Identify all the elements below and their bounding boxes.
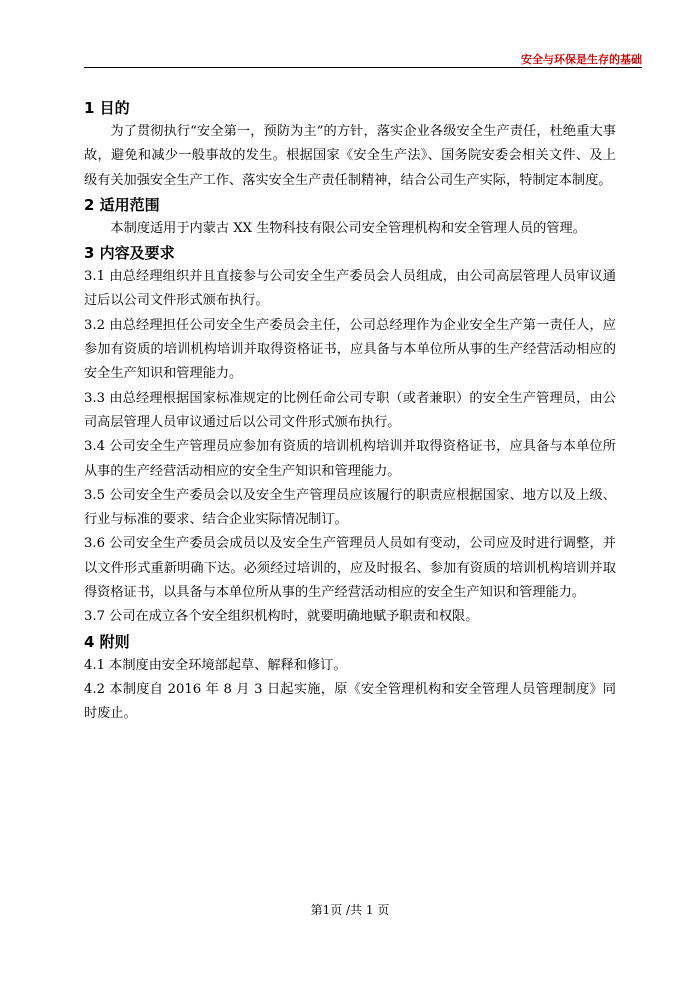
section-scope-title: 2 适用范围 bbox=[84, 195, 160, 214]
header-motto: 安全与环保是生存的基础 bbox=[521, 53, 642, 66]
section-appendix-title: 4 附则 bbox=[84, 632, 130, 651]
content-item-3-5: 3.5 公司安全生产委员会以及安全生产管理员应该履行的职责应根据国家、地方以及上级、行业与标准的要求、结合企业实际情况制订。 bbox=[84, 487, 616, 528]
page-number: 第1页 /共 1 页 bbox=[310, 903, 390, 917]
content-item-3-2: 3.2 由总经理担任公司安全生产委员会主任，公司总经理作为企业安全生产第一责任人，应参加有资质的培训机构培训并取得资格证书，应具备与本单位所从事的生产经营活动相应的安全生产知识和管理能力。 bbox=[84, 317, 616, 382]
content-item-3-4: 3.4 公司安全生产管理员应参加有资质的培训机构培训并取得资格证书，应具备与本单位所从事的生产经营活动相应的安全生产知识和管理能力。 bbox=[84, 439, 616, 479]
header-divider bbox=[84, 67, 642, 68]
section-scope-body: 本制度适用于内蒙古 XX 生物科技有限公司安全管理机构和安全管理人员的管理。 bbox=[110, 220, 586, 236]
content-item-3-3: 3.3 由总经理根据国家标准规定的比例任命公司专职（或者兼职）的安全生产管理员，由公司高层管理人员审议通过后以公司文件形式颁布执行。 bbox=[84, 390, 616, 430]
content-item-3-6: 3.6 公司安全生产委员会成员以及安全生产管理员人员如有变动，公司应及时进行调整，并以文件形式重新明确下达。必须经过培训的，应及时报名、参加有资质的培训机构培训并取得资格证书，以具备与本单位所从事的生产经营活动相应的安全生产知识和管理能力。 bbox=[84, 536, 616, 601]
appendix-item-4-1: 4.1 本制度由安全环境部起草、解释和修订。 bbox=[84, 657, 347, 673]
content-item-3-1: 3.1 由总经理组织并且直接参与公司安全生产委员会人员组成，由公司高层管理人员审议通过后以公司文件形式颁布执行。 bbox=[84, 269, 616, 309]
section-purpose-body: 为了贯彻执行“安全第一，预防为主”的方针，落实企业各级安全生产责任，杜绝重大事故，避免和减少一般事故的发生。根据国家《安全生产法》、国务院安委会相关文件、及上级有关加强安全生产工作、落实安全生产责任制精神，结合公司生产实际，特制定本制度。 bbox=[84, 124, 616, 188]
content-item-3-7: 3.7 公司在成立各个安全组织机构时，就要明确地赋予职责和权限。 bbox=[84, 609, 479, 625]
appendix-item-4-2: 4.2 本制度自 2016 年 8 月 3 日起实施，原《安全管理机构和安全管理人员管理制度》同时废止。 bbox=[84, 681, 616, 722]
document-body bbox=[84, 96, 616, 727]
section-content-title: 3 内容及要求 bbox=[84, 244, 175, 263]
section-purpose-title: 1 目的 bbox=[84, 99, 130, 117]
